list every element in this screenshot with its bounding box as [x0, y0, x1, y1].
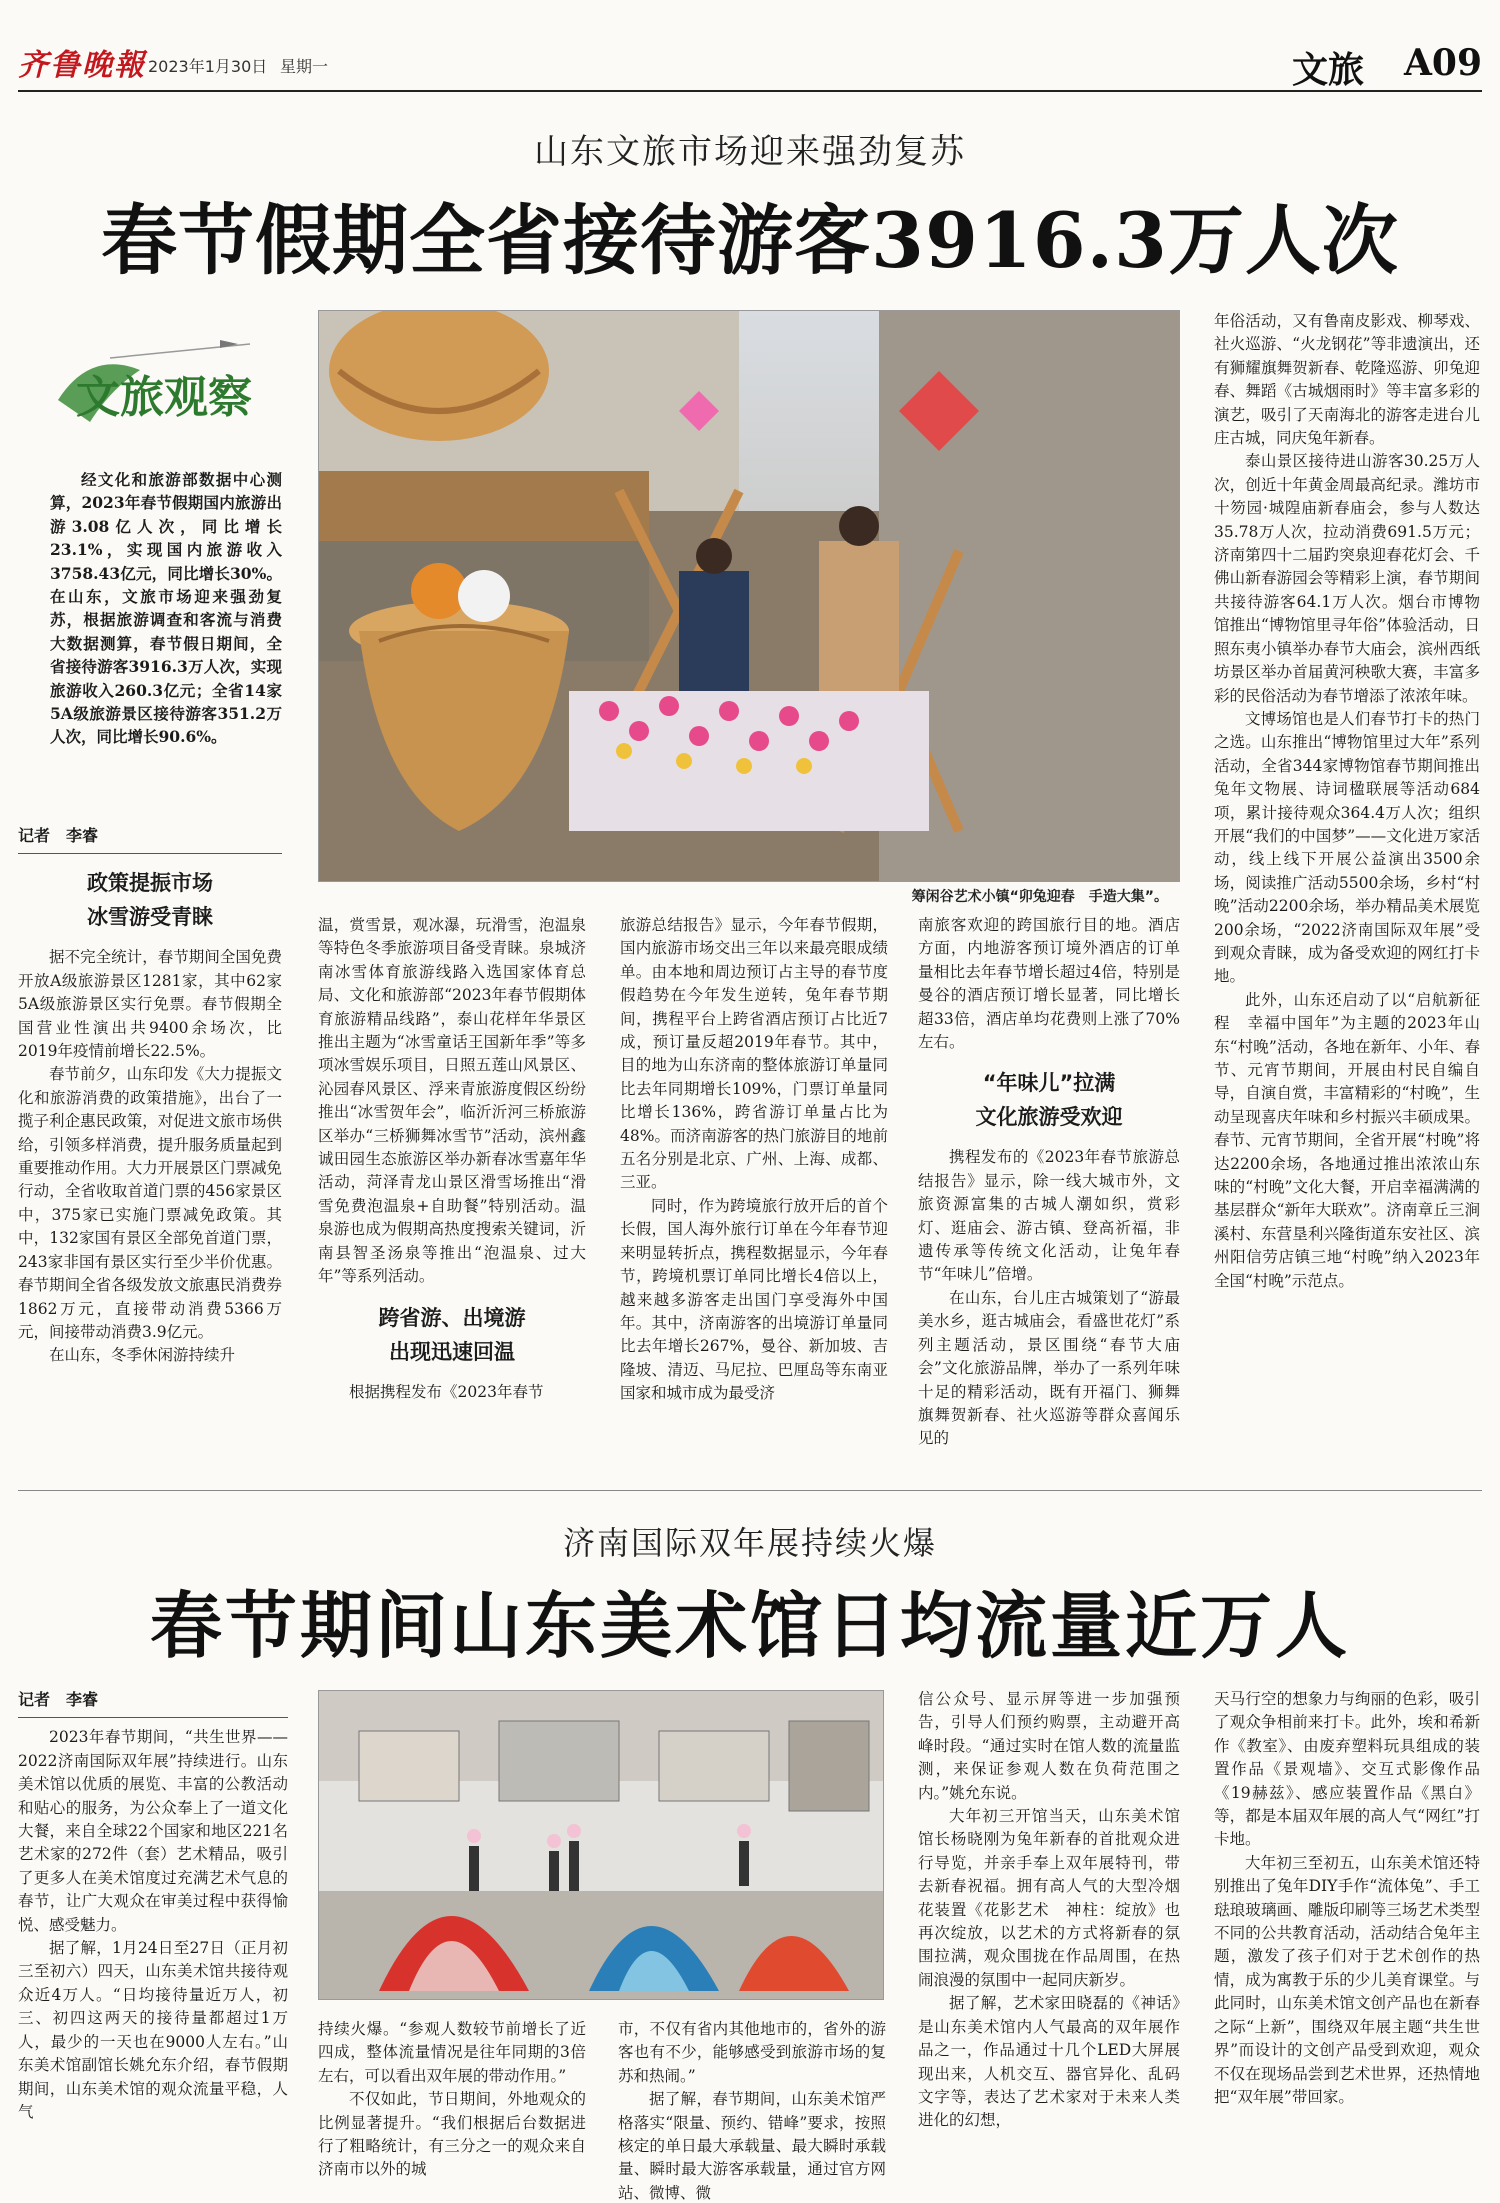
- paragraph: 信公众号、显示屏等进一步加强预告，引导人们预约购票，主动避开高峰时段。“通过实时在馆人数的流量监测，来保证参观人数在负荷范围之内。”姚允东说。: [918, 1690, 1180, 1802]
- art-museum-photo: [318, 1690, 884, 2000]
- paragraph: 市，不仅有省内其他地市的，省外的游客也有不少，能够感受到旅游市场的复苏和热闹。”: [618, 2020, 886, 2085]
- article2-byline: 记者 李睿: [18, 1688, 288, 1718]
- paragraph: 据了解，1月24日至27日（正月初三至初六）四天，山东美术馆共接待观众近4万人。“日均接待量近万人，初三、初四这两天的接待量都超过1万人，最少的一天也在9000人左右。”山东美术馆副馆长姚允东介绍，春节假期期间，山东美术馆的观众流量平稳，人气: [18, 1939, 288, 2121]
- paragraph: 大年初三开馆当天，山东美术馆馆长杨晓刚为兔年新春的首批观众进行导览，并亲手奉上双年展特刊，带去新春祝福。拥有高人气的大型冷烟花装置《花影艺术 神柱：绽放》也再次绽放，以艺术的方式将新春的氛围拉满，观众围拢在作品周围，在热闹浪漫的氛围中一起同庆新岁。: [918, 1807, 1180, 1989]
- article2-column-5: [1214, 1688, 1480, 2109]
- article2-column-1: [18, 1688, 288, 2124]
- wenlv-observation-emblem: [50, 330, 280, 440]
- article1-headline: 春节假期全省接待游客3916.3万人次: [101, 196, 1399, 285]
- paragraph: 据了解，艺术家田晓磊的《神话》是山东美术馆内人气最高的双年展作品之一，作品通过十几个LED大屏展现出来，人机交互、器官异化、乱码文字等，表达了艺术家对于未来人类进化的幻想，: [918, 1994, 1180, 2130]
- paragraph: 天马行空的想象力与绚丽的色彩，吸引了观众争相前来打卡。此外，埃和希新作《教室》、由废弃塑料玩具组成的装置作品《景观墙》、交互式影像作品《19赫兹》、感应装置作品《黑白》等，都是本届双年展的高人气“网红”打卡地。: [1214, 1690, 1480, 1849]
- paragraph: 温，赏雪景，观冰瀑，玩滑雪，泡温泉等特色冬季旅游项目备受青睐。泉城济南冰雪体育旅游线路入选国家体育总局、文化和旅游部“2023年春节假期体育旅游精品线路”，泰山花样年华景区推出主题为“冰雪童话王国新年季”等多项冰雪娱乐项目，日照五莲山风景区、沁园春风景区、浮来青旅游度假区纷纷推出“冰雪贺年会”，临沂沂河三桥旅游区举办“三桥狮舞冰雪节”活动，滨州鑫诚田园生态旅游区举办新春冰雪嘉年华活动，菏泽青龙山景区滑雪场推出“滑雪免费泡温泉+自助餐”特别活动。温泉游也成为假期高热度搜索关键词，沂南县智圣汤泉等推出“泡温泉、过大年”等系列活动。: [318, 916, 586, 1286]
- paragraph: 此外，山东还启动了以“启航新征程 幸福中国年”为主题的2023年山东“村晚”活动，各地在新年、小年、春节、元宵节期间，开展由村民自编自导，自演自赏，丰富精彩的“村晚”，生动呈现喜庆年味和乡村振兴丰硕成果。春节、元宵节期间，全省开展“村晚”将达2200余场，各地通过推出浓浓山东味的“村晚”文化大餐，开启幸福满满的基层群众“新年大联欢”。济南章丘三涧溪村、东营垦利兴隆街道东安社区、滨州阳信劳店镇三地“村晚”纳入2023年全国“村晚”示范点。: [1214, 990, 1480, 1290]
- paragraph: 文博场馆也是人们春节打卡的热门之选。山东推出“博物馆里过大年”系列活动，全省344家博物馆春节期间推出兔年文物展、诗词楹联展等活动684项，累计接待观众364.4万人次；组织开展“我们的中国梦”——文化进万家活动，线上线下开展公益演出3500余场，阅读推广活动5500余场，乡村“村晚”活动2200余场，举办精品美术展览200余场，“2022济南国际双年展”受到观众青睐，成为备受欢迎的网红打卡地。: [1214, 709, 1480, 986]
- article1-column-5: [1214, 310, 1480, 1293]
- paragraph: 据了解，春节期间，山东美术馆严格落实“限量、预约、错峰”要求，按照核定的单日最大承载量、最大瞬时承载量、瞬时最大游客承载量，通过官方网站、微博、微: [618, 2090, 886, 2202]
- paragraph: 据不完全统计，春节期间全国免费开放A级旅游景区1281家，其中62家5A级旅游景区实行免票。春节假期全国营业性演出共9400余场次，比2019年疫情前增长22.5%。: [18, 948, 282, 1061]
- article1-column-2: [318, 914, 586, 1404]
- article2-column-3: [618, 2018, 886, 2203]
- article1-column-4: [918, 914, 1180, 1451]
- subhead-cross-province: [318, 1301, 586, 1369]
- subhead-line: 冰雪游受青睐: [87, 905, 213, 930]
- photo-caption: 筹闲谷艺术小镇“卯兔迎春 手造大集”。: [911, 889, 1168, 905]
- masthead: [18, 36, 1482, 92]
- subhead-policy: [18, 866, 282, 934]
- section-name: 文旅: [1291, 49, 1364, 91]
- paragraph: 携程发布的《2023年春节旅游总结报告》显示，除一线大城市外，文旅资源富集的古城人潮如织，赏彩灯、逛庙会、游古镇、登高祈福，非遗传承等传统文化活动，让兔年春节“年味儿”倍增。: [918, 1148, 1180, 1284]
- article1-column-1: [18, 824, 282, 1368]
- article2-kicker: 济南国际双年展持续火爆: [562, 1524, 937, 1562]
- paragraph: 南旅客欢迎的跨国旅行目的地。酒店方面，内地游客预订境外酒店的订单量相比去年春节增长超过4倍，特别是曼谷的酒店预订增长显著，同比增长超33倍，酒店单均花费则上涨了70%左右。: [918, 916, 1180, 1052]
- subhead-line: “年味儿”拉满: [982, 1071, 1116, 1096]
- paragraph: 不仅如此，节日期间，外地观众的比例显著提升。“我们根据后台数据进行了粗略统计，有三分之一的观众来自济南市以外的城: [318, 2090, 586, 2179]
- emblem-text: 文旅观察: [76, 372, 252, 423]
- market-photo: [318, 310, 1180, 882]
- article-divider: [18, 1490, 1482, 1491]
- paragraph: 年俗活动，又有鲁南皮影戏、柳琴戏、社火巡游、“火龙钢花”等非遗演出，还有狮耀旗舞贺新春、乾隆巡游、卯兔迎春、舞蹈《古城烟雨时》等丰富多彩的演艺，吸引了天南海北的游客走进台儿庄古城，同庆兔年新春。: [1214, 312, 1480, 448]
- lead-paragraph: 经文化和旅游部数据中心测算，2023年春节假期国内旅游出游3.08亿人次，同比增长23.1%，实现国内旅游收入3758.43亿元，同比增长30%。在山东，文旅市场迎来强劲复苏，根据旅游调查和客流与消费大数据测算，春节假日期间，全省接待游客3916.3万人次，实现旅游收入260.3亿元；全省14家5A级旅游景区接待游客351.2万人次，同比增长90.6%。: [50, 470, 282, 747]
- subhead-line: 跨省游、出境游: [378, 1305, 526, 1330]
- paragraph: 旅游总结报告》显示，今年春节假期，国内旅游市场交出三年以来最亮眼成绩单。由本地和周边预订占主导的春节度假趋势在今年发生逆转，兔年春节期间，携程平台上跨省酒店预订占比近7成，预订量反超2019年春节。其中，目的地为山东济南的整体旅游订单量同比去年同期增长109%，门票订单量同比增长136%，跨省游订单量占比为48%。而济南游客的热门旅游目的地前五名分别是北京、广州、上海、成都、三亚。: [620, 916, 888, 1192]
- publication-date: 2023年1月30日: [148, 57, 268, 76]
- paragraph: 泰山景区接待进山游客30.25万人次，创近十年黄金周最高纪录。潍坊市十笏园·城隍庙新春庙会，参与人数达35.78万人次，拉动消费691.5万元；济南第四十二届趵突泉迎春花灯会、千佛山新春游园会等精彩上演，春节期间共接待游客64.1万人次。烟台市博物馆推出“博物馆里寻年俗”体验活动，日照东夷小镇举办春节大庙会，滨州西纸坊景区举办首届黄河秧歌大赛，丰富多彩的民俗活动为春节增添了浓浓年味。: [1214, 452, 1480, 705]
- paragraph: 在山东，冬季休闲游持续升: [49, 1346, 236, 1365]
- paragraph: 同时，作为跨境旅行放开后的首个长假，国人海外旅行订单在今年春节迎来明显转折点，携程数据显示，今年春节，跨境机票订单同比增长4倍以上，越来越多游客走出国门享受海外中国年。其中，济南游客的出境游订单量同比去年增长267%，曼谷、新加坡、吉隆坡、清迈、马尼拉、巴厘岛等东南亚国家和城市成为最受济: [620, 1196, 888, 1403]
- paragraph: 持续火爆。“参观人数较节前增长了近四成，整体流量情况是往年同期的3倍左右，可以看出双年展的带动作用。”: [318, 2020, 586, 2085]
- article1-byline: 记者 李睿: [18, 824, 282, 854]
- subhead-line: 政策提振市场: [87, 871, 213, 896]
- subhead-new-year-flavor: [918, 1066, 1180, 1134]
- paragraph: 春节前夕，山东印发《大力提振文化和旅游消费的政策措施》，出台了一揽子利企惠民政策，对促进文旅市场供给，引领多样消费，提升服务质量起到重要推动作用。大力开展景区门票减免行动，全省收取首道门票的456家景区中，375家已实施门票减免政策。其中，132家国有景区全部免首道门票，243家非国有景区实行至少半价优惠。春节期间全省各级发放文旅惠民消费券1862万元，直接带动消费5366万元，间接带动消费3.9亿元。: [18, 1065, 282, 1341]
- subhead-line: 文化旅游受欢迎: [975, 1105, 1123, 1130]
- paragraph: 大年初三至初五，山东美术馆还特别推出了兔年DIY手作“流体兔”、手工琺琅玻璃画、雕版印刷等三场艺术类型不同的公共教育活动，活动结合兔年主题，激发了孩子们对于艺术创作的热情，成为寓教于乐的少儿美育课堂。与此同时，山东美术馆文创产品也在新春之际“上新”，围绕双年展主题“共生世界”而设计的文创产品受到欢迎，观众不仅在现场品尝到艺术世界，还热情地把“双年展”带回家。: [1214, 1853, 1480, 2106]
- paragraph: 2023年春节期间，“共生世界——2022济南国际双年展”持续进行。山东美术馆以优质的展览、丰富的公教活动和贴心的服务，为公众奉上了一道文化大餐，来自全球22个国家和地区221名艺术家的272件（套）艺术精品，吸引了更多人在美术馆度过充满艺术气息的春节，让广大观众在审美过程中获得愉悦、感受魅力。: [18, 1728, 288, 1934]
- article1-kicker: 山东文旅市场迎来强劲复苏: [534, 132, 966, 172]
- article2-column-2: [318, 2018, 586, 2182]
- page-number: A09: [1403, 42, 1482, 84]
- article1-column-3: [620, 914, 888, 1406]
- subhead-line: 出现迅速回温: [389, 1339, 515, 1364]
- article1-lead: [50, 468, 282, 749]
- paragraph: 在山东，台儿庄古城策划了“游最美水乡，逛古城庙会，看盛世花灯”系列主题活动，景区围绕“春节大庙会”文化旅游品牌，举办了一系列年味十足的精彩活动，既有开福门、狮舞旗舞贺新春、社火巡游等群众喜闻乐见的: [918, 1288, 1180, 1448]
- newspaper-logo: 齐鲁晚報: [18, 48, 146, 83]
- paragraph: 根据携程发布《2023年春节: [349, 1382, 544, 1401]
- publication-weekday: 星期一: [280, 57, 329, 76]
- article2-column-4: [918, 1688, 1180, 2133]
- article2-headline: 春节期间山东美术馆日均流量近万人: [149, 1583, 1350, 1668]
